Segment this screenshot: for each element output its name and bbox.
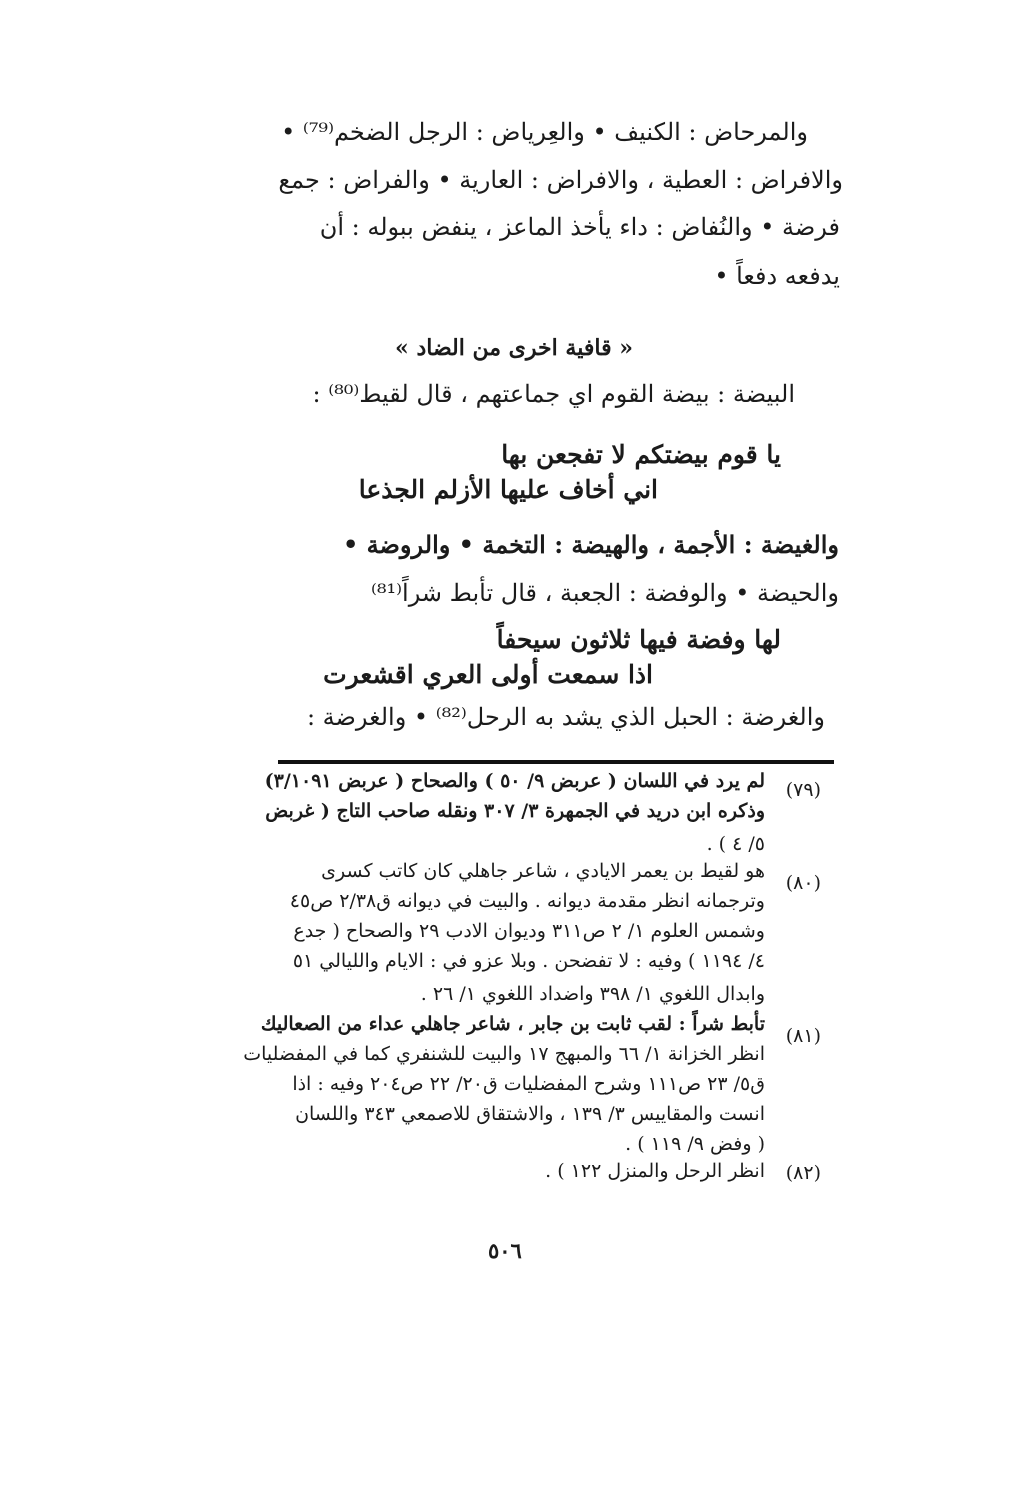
- footnote-rule: [278, 760, 834, 764]
- page-number: ٥٠٦: [488, 1238, 522, 1263]
- footnote-line: لم يرد في اللسان ( عربض ٩/ ٥٠ ) والصحاح ( عربض ٣/١٠٩١): [264, 770, 765, 792]
- body-line: والغيضة : الأجمة ، والهيضة : التخمة • والروضة •: [342, 530, 839, 559]
- verse-line: يا قوم بيضتكم لا تفجعن بها: [501, 440, 781, 469]
- footnote-line: تأبط شراً : لقب ثابت بن جابر ، شاعر جاهلي عداء من الصعاليك: [260, 1013, 765, 1035]
- footnote-line: وذكره ابن دريد في الجمهرة ٣/ ٣٠٧ ونقله صاحب التاج ( غربض: [265, 800, 765, 822]
- verse-line: اذا سمعت أولى العري اقشعرت: [323, 660, 653, 689]
- body-line: يدفعه دفعاً •: [714, 262, 840, 290]
- verse-line: لها وفضة فيها ثلاثون سيحفاً: [496, 625, 781, 654]
- footnote-line: هو لقيط بن يعمر الايادي ، شاعر جاهلي كان كاتب كسرى: [321, 860, 765, 882]
- footnote-line: ( وفض ٩/ ١١٩ ) .: [625, 1133, 765, 1155]
- footnote-line: ٥/ ٤ ) .: [706, 833, 765, 855]
- footnote-line: وابدال اللغوي ١/ ٣٩٨ واضداد اللغوي ١/ ٢٦ .: [420, 983, 765, 1005]
- footnote-line: انظر الخزانة ١/ ٦٦ والمبهج ١٧ والبيت للشنفري كما في المفضليات: [243, 1043, 765, 1065]
- footnote-line: ق٥/ ٢٣ ص١١١ وشرح المفضليات ق٢٠/ ٢٢ ص٢٠٤ وفيه : اذا: [292, 1073, 765, 1095]
- section-heading: « قافية اخرى من الضاد »: [395, 335, 633, 361]
- footnote-number: (٧٩): [785, 779, 821, 801]
- footnote-line: ٤/ ١١٩٤ ) وفيه : لا تفضحن . وبلا عزو في : الايام والليالي ٥١: [292, 950, 765, 972]
- footnote-line: انست والمقاييس ٣/ ١٣٩ ، والاشتقاق للاصمعي ٣٤٣ واللسان: [295, 1103, 765, 1125]
- body-line: والغرضة : الحبل الذي يشد به الرحل⁽⁸²⁾ • والغرضة :: [306, 703, 825, 731]
- body-line: فرضة • والنُفاض : داء يأخذ الماعز ، ينفض ببوله : أن: [319, 213, 840, 241]
- body-line: والمرحاض : الكنيف • والعِرياض : الرجل الضخم⁽⁷⁹⁾ •: [281, 118, 808, 146]
- body-line: والحيضة • والوفضة : الجعبة ، قال تأبط شراً⁽⁸¹⁾: [370, 579, 839, 607]
- footnote-line: وشمس العلوم ١/ ٢ ص٣١١ وديوان الادب ٢٩ والصحاح ( جدع: [293, 920, 765, 942]
- footnote-number: (٨٠): [785, 872, 821, 894]
- body-line: البيضة : بيضة القوم اي جماعتهم ، قال لقيط⁽⁸⁰⁾ :: [312, 380, 795, 408]
- footnote-line: انظر الرحل والمنزل ١٢٢ ) .: [545, 1160, 765, 1182]
- footnote-line: وترجمانه انظر مقدمة ديوانه . والبيت في ديوانه ق٢/٣٨ ص٤٥: [289, 890, 765, 912]
- verse-line: اني أخاف عليها الأزلم الجذعا: [358, 475, 658, 504]
- body-line: والافراض : العطية ، والافراض : العارية • والفراض : جمع: [278, 166, 843, 194]
- footnote-number: (٨٢): [785, 1162, 821, 1184]
- footnote-number: (٨١): [785, 1025, 821, 1047]
